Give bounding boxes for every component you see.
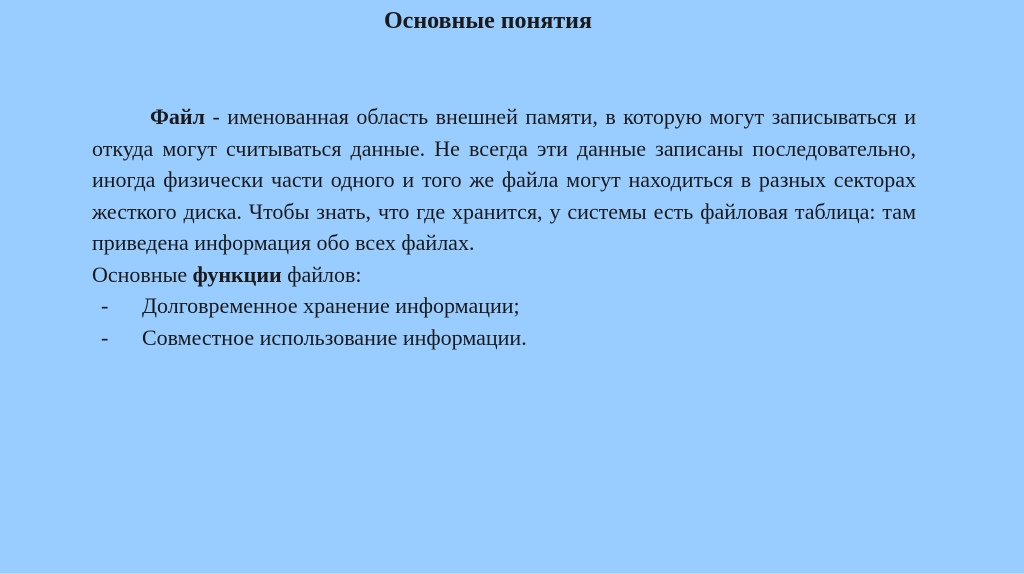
functions-prefix: Основные [92, 261, 193, 287]
functions-heading [92, 259, 916, 291]
list-item [92, 290, 916, 322]
functions-suffix: файлов: [281, 261, 362, 287]
slide-body [92, 101, 916, 353]
definition-text: - именованная область внешней памяти, в которую могут записываться и откуда могут считываться данные. Не всегда эти данные записаны последовательно, иногда физически части одного и того же файла могут находиться в разных секторах жесткого диска. Чтобы знать, что где хранится, у системы есть файловая таблица: там приведена информация обо всех файлах. [92, 104, 916, 255]
list-item-text: Долговременное хранение информации; [142, 293, 520, 318]
functions-keyword: функции [192, 261, 282, 287]
functions-list [92, 290, 916, 353]
definition-term: Файл [150, 104, 205, 129]
definition-paragraph [92, 101, 916, 259]
list-item-marker: - [101, 293, 109, 318]
list-item [92, 322, 916, 354]
list-item-marker: - [101, 324, 109, 350]
list-item-text: Совместное использование информации. [142, 324, 527, 350]
slide-title: Основные понятия [384, 8, 592, 34]
